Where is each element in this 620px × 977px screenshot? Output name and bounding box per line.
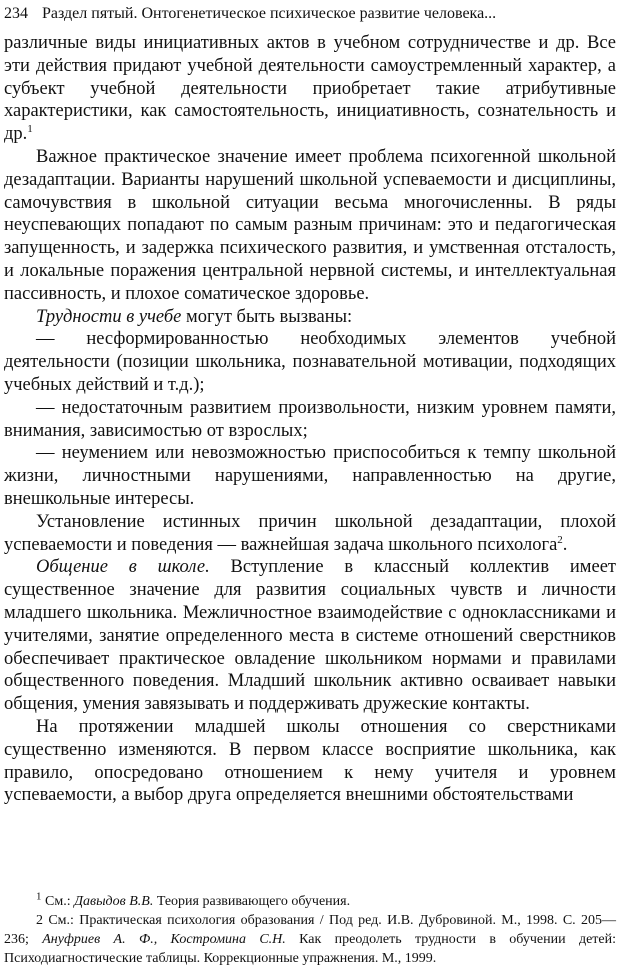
- paragraph: [4, 306, 616, 329]
- footnote-text: Как преодолеть трудности в обучении детей: Психодиагностические таблицы. Коррекционные упражнения. М., 1999.: [4, 932, 617, 966]
- list-item: [4, 328, 616, 396]
- footnote-prefix: См.: Практическая психология образования / Под ред. И.В. Дубровиной. М., 1998. С. 205—236;: [4, 913, 616, 947]
- footnote-text: Теория развивающего обучения.: [153, 894, 351, 909]
- footnote-mark: 2: [36, 913, 43, 928]
- paragraph-text: На протяжении младшей школы отношения со сверстниками существенно изменяются. В первом классе восприятие школьника, как правило, опосредовано отношением к нему учителя и уровнем успеваемости, а выбор друга определяется внешними обстоятельствами: [4, 716, 616, 806]
- footnotes: [4, 892, 616, 968]
- list-item-text: — недостаточным развитием произвольности, низким уровнем памяти, внимания, зависимостью от взрослых;: [4, 397, 616, 441]
- paragraph-italic-lead: Трудности в учебе: [36, 306, 182, 327]
- paragraph: [4, 556, 616, 716]
- page-number: 234: [4, 5, 28, 22]
- paragraph: [4, 716, 616, 807]
- paragraph: [4, 146, 616, 306]
- paragraph-text: Вступление в классный коллектив имеет существенное значение для развития социальных чувств и личности младшего школьника. Межличностное взаимодействие с одноклассниками и учителями, занятие определенного места в системе отношений сверстников обеспечивает практическое овладение школьником нормами и правилами общественного поведения. Младший школьник активно осваивает навыки общения, умения завязывать и поддерживать дружеские контакты.: [4, 557, 617, 715]
- main-text: [4, 32, 616, 807]
- footnote: [4, 892, 616, 911]
- footnote-prefix: См.:: [41, 894, 75, 909]
- paragraph-tail: .: [562, 534, 568, 555]
- footnote-author: Ануфриев А. Ф., Костромина С.Н.: [42, 932, 286, 947]
- list-item: [4, 397, 616, 443]
- footnote-ref: 1: [27, 123, 33, 136]
- list-item-text: — несформированностью необходимых элементов учебной деятельности (позиции школьника, познавательной мотивации, подходящих учебных действий и т.д.);: [4, 329, 616, 395]
- paragraph: [4, 511, 616, 557]
- footnote: [4, 911, 616, 968]
- footnote-ref: 2: [557, 533, 563, 546]
- running-header: [4, 4, 616, 30]
- footnote-mark: 1: [36, 890, 42, 903]
- footnote-author: Давыдов В.В.: [74, 894, 154, 909]
- paragraph-italic-lead: Общение в школе.: [36, 557, 210, 578]
- paragraph-text: различные виды инициативных актов в учебном сотрудничестве и др. Все эти действия придают учебной деятельности самоустремленный характер, а субъект учебной деятельности приобретает такие атрибутивные характеристики, как самостоятельность, инициативность, сознательность и др.: [4, 33, 616, 145]
- list-item-text: — неумением или невозможностью приспособиться к темпу школьной жизни, личностными нарушениями, направленностью на другие, внешкольные интересы.: [4, 443, 616, 509]
- paragraph-text: могут быть вызваны:: [181, 306, 353, 327]
- paragraph: [4, 32, 616, 146]
- running-title: Раздел пятый. Онтогенетическое психическое развитие человека...: [42, 5, 497, 22]
- list-item: [4, 442, 616, 510]
- paragraph-text: Важное практическое значение имеет проблема психогенной школьной дезадаптации. Варианты нарушений школьной успеваемости и дисциплины, самочувствия в школьной ситуации весьма многочисленны. В ряды неуспевающих попадают по самым разным причинам: это и педагогическая запущенность, и задержка психического развития, и умственная отсталость, и локальные поражения центральной нервной системы, и интеллектуальная пассивность, и плохое соматическое здоровье.: [4, 146, 616, 304]
- paragraph-text: Установление истинных причин школьной дезадаптации, плохой успеваемости и поведения — важнейшая задача школьного психолога: [4, 511, 616, 555]
